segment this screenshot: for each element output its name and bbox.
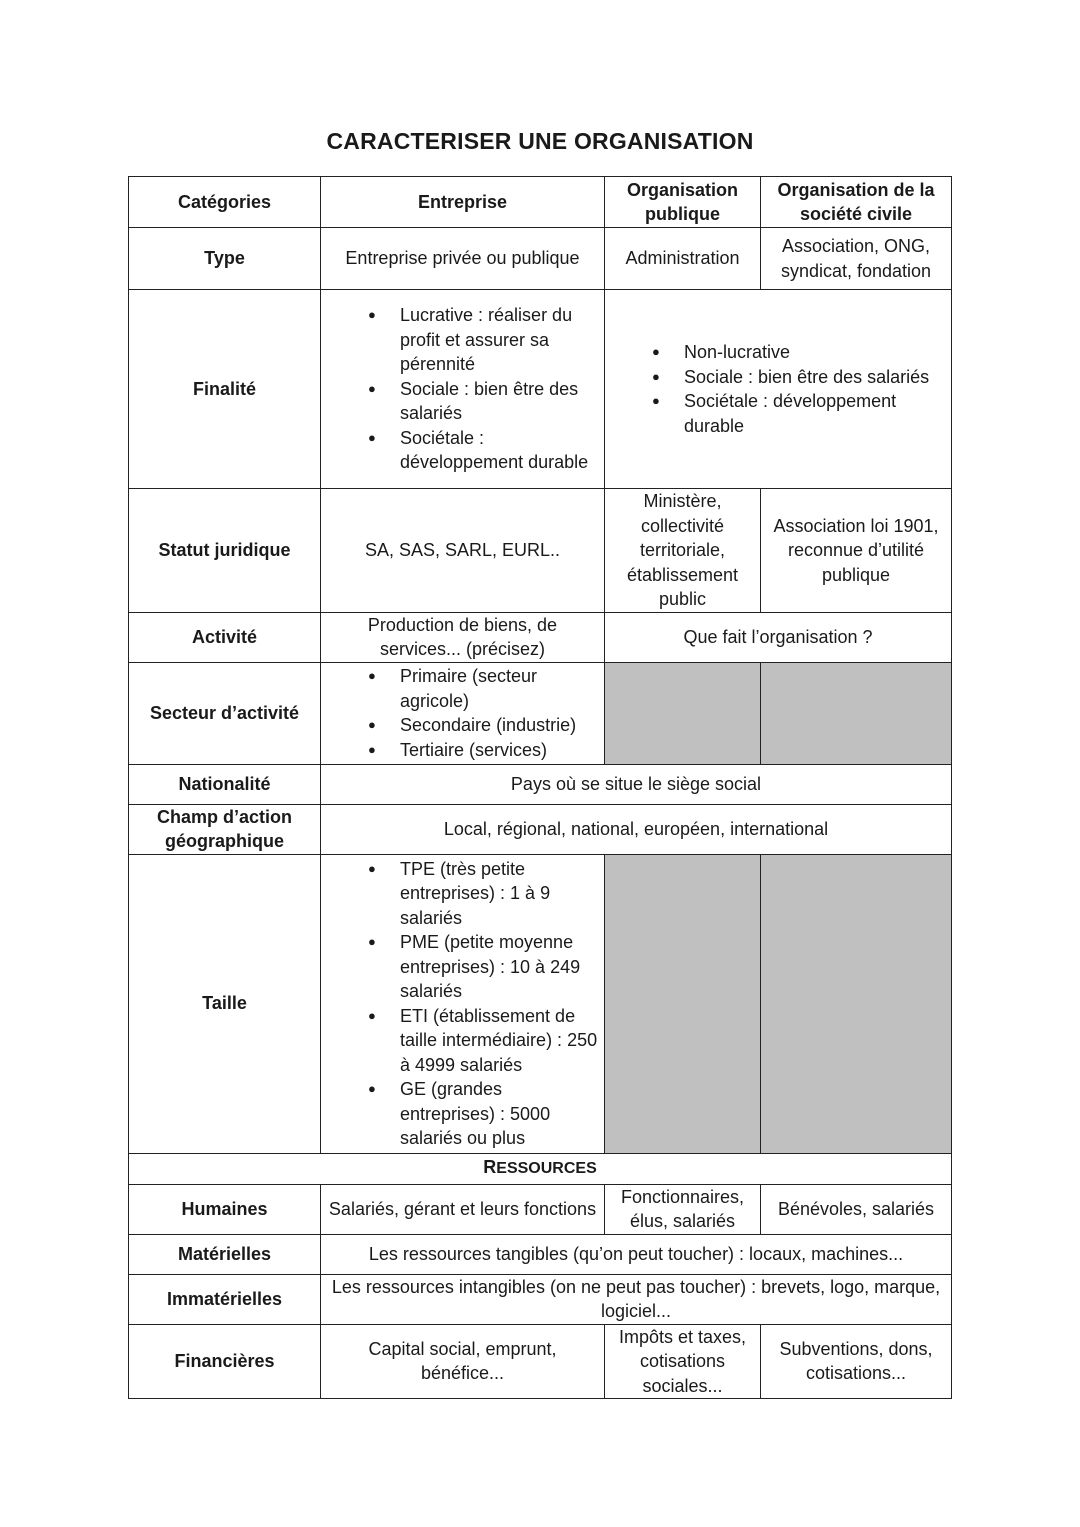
header-organisation-publique: Organisation publique [605, 177, 761, 228]
activite-entreprise: Production de biens, de services... (précisez) [321, 612, 605, 662]
type-publique: Administration [605, 228, 761, 290]
label-statut-juridique: Statut juridique [129, 489, 321, 613]
secteur-entreprise [321, 662, 605, 764]
row-activite [129, 612, 952, 662]
label-finalite: Finalité [129, 290, 321, 489]
ressources-rest: ESSOURCES [496, 1160, 597, 1178]
activite-autres: Que fait l’organisation ? [605, 612, 952, 662]
label-nationalite: Nationalité [129, 764, 321, 804]
row-taille [129, 854, 952, 1153]
label-materielles: Matérielles [129, 1234, 321, 1274]
humaines-civile: Bénévoles, salariés [761, 1184, 952, 1234]
humaines-entreprise: Salariés, gérant et leurs fonctions [321, 1184, 605, 1234]
label-champ-action: Champ d’action géographique [129, 804, 321, 854]
list-item: ● Tertiaire (services) [400, 738, 600, 763]
row-champ-action [129, 804, 952, 854]
label-immaterielles: Immatérielles [129, 1274, 321, 1324]
statut-publique: Ministère, collectivité territoriale, établissement public [605, 489, 761, 613]
financieres-civile: Subventions, dons, cotisations... [761, 1324, 952, 1399]
financieres-publique: Impôts et taxes, cotisations sociales... [605, 1324, 761, 1399]
list-item: ● Secondaire (industrie) [400, 713, 600, 738]
row-type [129, 228, 952, 290]
list-item: ● Sociale : bien être des salariés [400, 377, 600, 426]
header-row [129, 177, 952, 228]
page-title: CARACTERISER UNE ORGANISATION [326, 128, 754, 154]
taille-entreprise-list [325, 857, 600, 1151]
taille-civile-empty [761, 854, 952, 1153]
label-financieres: Financières [129, 1324, 321, 1399]
header-categories: Catégories [129, 177, 321, 228]
label-humaines: Humaines [129, 1184, 321, 1234]
list-item: ● Sociale : bien être des salariés [684, 365, 947, 390]
statut-civile: Association loi 1901, reconnue d’utilité publique [761, 489, 952, 613]
nationalite-value: Pays où se situe le siège social [321, 764, 952, 804]
header-organisation-societe-civile: Organisation de la société civile [761, 177, 952, 228]
list-item: ● GE (grandes entreprises) : 5000 salariés ou plus [400, 1077, 600, 1151]
row-statut-juridique [129, 489, 952, 613]
list-item: ● Lucrative : réaliser du profit et assurer sa pérennité [400, 303, 600, 377]
secteur-entreprise-list [325, 664, 600, 762]
row-immaterielles [129, 1274, 952, 1324]
label-secteur-activite: Secteur d’activité [129, 662, 321, 764]
statut-entreprise: SA, SAS, SARL, EURL.. [321, 489, 605, 613]
row-secteur-activite [129, 662, 952, 764]
finalite-entreprise [321, 290, 605, 489]
label-type: Type [129, 228, 321, 290]
materielles-value: Les ressources tangibles (qu’on peut toucher) : locaux, machines... [321, 1234, 952, 1274]
finalite-autres [605, 290, 952, 489]
champ-action-value: Local, régional, national, européen, international [321, 804, 952, 854]
row-humaines [129, 1184, 952, 1234]
list-item: ● PME (petite moyenne entreprises) : 10 à 249 salariés [400, 930, 600, 1004]
immaterielles-value: Les ressources intangibles (on ne peut pas toucher) : brevets, logo, marque, logiciel... [321, 1274, 952, 1324]
finalite-entreprise-list [325, 303, 600, 475]
type-entreprise: Entreprise privée ou publique [321, 228, 605, 290]
row-nationalite [129, 764, 952, 804]
list-item: ● ETI (établissement de taille intermédiaire) : 250 à 4999 salariés [400, 1004, 600, 1078]
finalite-autres-list [609, 340, 947, 438]
financieres-entreprise: Capital social, emprunt, bénéfice... [321, 1324, 605, 1399]
ressources-header [129, 1153, 952, 1184]
secteur-civile-empty [761, 662, 952, 764]
list-item: ● Sociétale : développement durable [684, 389, 947, 438]
list-item: ● Sociétale : développement durable [400, 426, 600, 475]
organisation-table [128, 176, 952, 1399]
row-materielles [129, 1234, 952, 1274]
secteur-publique-empty [605, 662, 761, 764]
list-item: ● TPE (très petite entreprises) : 1 à 9 salariés [400, 857, 600, 931]
row-ressources-header [129, 1153, 952, 1184]
ressources-first-letter: R [483, 1157, 497, 1178]
list-item: ● Primaire (secteur agricole) [400, 664, 600, 713]
taille-entreprise [321, 854, 605, 1153]
row-finalite [129, 290, 952, 489]
header-entreprise: Entreprise [321, 177, 605, 228]
label-taille: Taille [129, 854, 321, 1153]
list-item: ● Non-lucrative [684, 340, 947, 365]
row-financieres [129, 1324, 952, 1399]
humaines-publique: Fonctionnaires, élus, salariés [605, 1184, 761, 1234]
type-civile: Association, ONG, syndicat, fondation [761, 228, 952, 290]
label-activite: Activité [129, 612, 321, 662]
taille-publique-empty [605, 854, 761, 1153]
